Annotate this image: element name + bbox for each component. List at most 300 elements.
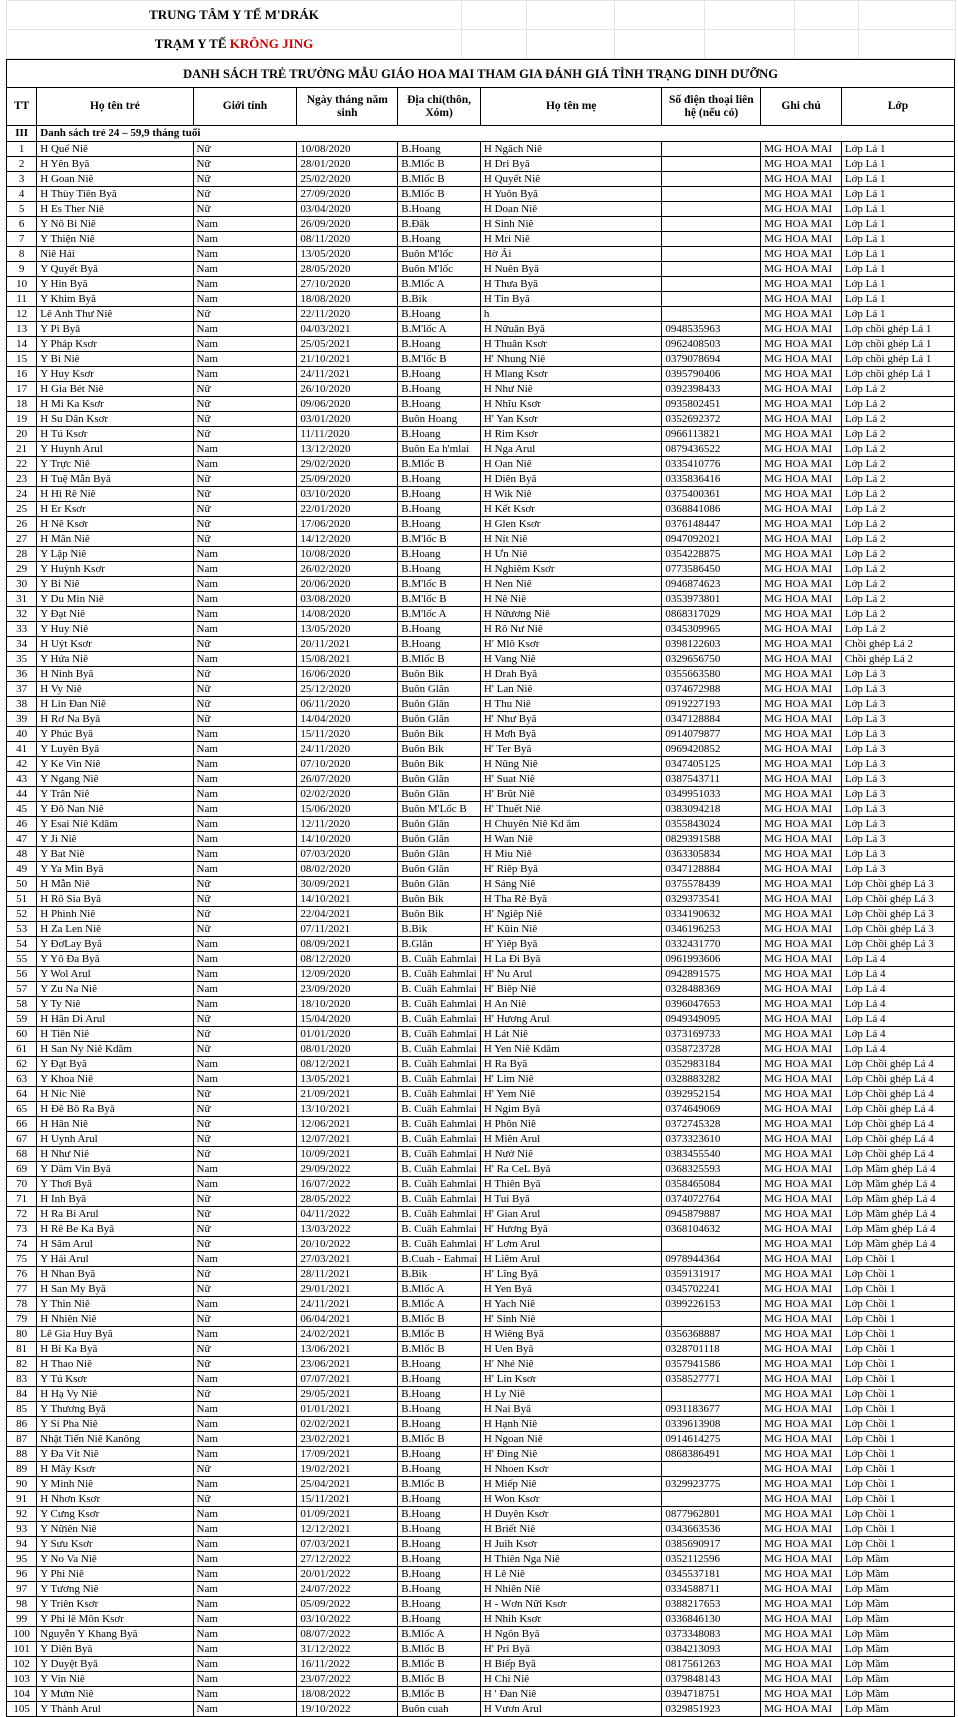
cell-phone: 0868317029 (662, 607, 761, 622)
cell-tt: 91 (7, 1492, 37, 1507)
table-row (7, 532, 955, 547)
cell-note: MG HOA MAI (761, 1042, 842, 1057)
cell-class: Lớp Chồi ghép Lá 3 (841, 937, 954, 952)
cell-gender: Nam (193, 442, 297, 457)
cell-note: MG HOA MAI (761, 292, 842, 307)
cell-address: B.Hoang (398, 562, 481, 577)
cell-tt: 103 (7, 1672, 37, 1687)
cell-dob: 25/05/2021 (297, 337, 398, 352)
cell-class: Lớp Mầm (841, 1612, 954, 1627)
cell-dob: 30/09/2021 (297, 877, 398, 892)
cell-tt: 39 (7, 712, 37, 727)
cell-note: MG HOA MAI (761, 757, 842, 772)
cell-address: B.Bik (398, 292, 481, 307)
cell-phone: 0373348083 (662, 1627, 761, 1642)
cell-dob: 23/07/2022 (297, 1672, 398, 1687)
cell-phone: 0392398433 (662, 382, 761, 397)
cell-note: MG HOA MAI (761, 337, 842, 352)
cell-mother-name: H Nữuân Byă (480, 322, 662, 337)
cell-address: B.Hoang (398, 337, 481, 352)
cell-gender: Nam (193, 1612, 297, 1627)
cell-gender: Nam (193, 742, 297, 757)
cell-class: Lớp Lá 2 (841, 412, 954, 427)
cell-dob: 20/10/2022 (297, 1237, 398, 1252)
cell-child-name: H Es Ther Niê (37, 202, 193, 217)
table-row (7, 352, 955, 367)
cell-phone (662, 247, 761, 262)
cell-phone: 0829391588 (662, 832, 761, 847)
cell-child-name: Y Bi Niê (37, 577, 193, 592)
cell-child-name: H Đê Bô Ra Byă (37, 1102, 193, 1117)
cell-mother-name: H Rim Ksơr (480, 427, 662, 442)
cell-phone (662, 1312, 761, 1327)
cell-tt: 19 (7, 412, 37, 427)
cell-mother-name: H Nưở Niê (480, 1147, 662, 1162)
cell-child-name: H Nhơn Ksơr (37, 1492, 193, 1507)
cell-class: Lớp Chồi 1 (841, 1462, 954, 1477)
cell-address: B.Mlốc B (398, 1312, 481, 1327)
cell-dob: 07/03/2020 (297, 847, 398, 862)
cell-class: Lớp Chồi 1 (841, 1522, 954, 1537)
table-row (7, 517, 955, 532)
cell-mother-name: H Miếp Niê (480, 1477, 662, 1492)
cell-address: B.Hoang (398, 1537, 481, 1552)
cell-tt: 51 (7, 892, 37, 907)
cell-phone: 0368325593 (662, 1162, 761, 1177)
cell-note: MG HOA MAI (761, 442, 842, 457)
cell-child-name: H Như Niê (37, 1147, 193, 1162)
table-row (7, 757, 955, 772)
table-row (7, 1462, 955, 1477)
cell-address: B. Cuăh Eahmlai (398, 1222, 481, 1237)
cell-mother-name: H Miu Niê (480, 847, 662, 862)
cell-address: B.Hoang (398, 397, 481, 412)
cell-note: MG HOA MAI (761, 367, 842, 382)
table-row (7, 1702, 955, 1717)
cell-tt: 16 (7, 367, 37, 382)
cell-address: Buôn Bik (398, 667, 481, 682)
cell-tt: 43 (7, 772, 37, 787)
cell-phone: 0339613908 (662, 1417, 761, 1432)
col-header-class: Lớp (841, 88, 954, 126)
cell-mother-name: H Ngôn Byă (480, 1627, 662, 1642)
cell-phone (662, 187, 761, 202)
cell-address: B.Hoang (398, 142, 481, 157)
cell-class: Lớp Lá 2 (841, 592, 954, 607)
cell-gender: Nam (193, 832, 297, 847)
cell-phone: 0877962801 (662, 1507, 761, 1522)
cell-child-name: Y Pháp Ksơr (37, 337, 193, 352)
cell-phone: 0343663536 (662, 1522, 761, 1537)
cell-class: Lớp Lá 2 (841, 502, 954, 517)
cell-dob: 07/07/2021 (297, 1372, 398, 1387)
cell-tt: 81 (7, 1342, 37, 1357)
cell-note: MG HOA MAI (761, 1672, 842, 1687)
cell-dob: 02/02/2021 (297, 1417, 398, 1432)
cell-address: B.Hoang (398, 382, 481, 397)
cell-child-name: Y Hin Byă (37, 277, 193, 292)
cell-class: Lớp Chồi 1 (841, 1357, 954, 1372)
cell-dob: 20/01/2022 (297, 1567, 398, 1582)
cell-address: B. Cuăh Eahmlai (398, 1027, 481, 1042)
cell-dob: 20/06/2020 (297, 577, 398, 592)
cell-child-name: H Rô Sia Byă (37, 892, 193, 907)
cell-child-name: H Mi Ka Ksơr (37, 397, 193, 412)
cell-address: B. Cuăh Eahmlai (398, 1072, 481, 1087)
cell-tt: 1 (7, 142, 37, 157)
cell-address: B.Mlốc B (398, 187, 481, 202)
table-row (7, 1207, 955, 1222)
cell-tt: 10 (7, 277, 37, 292)
cell-child-name: H Lin Đan Niê (37, 697, 193, 712)
empty-cell (795, 1, 859, 30)
cell-child-name: H Za Len Niê (37, 922, 193, 937)
cell-class: Lớp Lá 3 (841, 682, 954, 697)
cell-note: MG HOA MAI (761, 847, 842, 862)
cell-class: Lớp Mầm (841, 1582, 954, 1597)
cell-note: MG HOA MAI (761, 1627, 842, 1642)
cell-dob: 15/11/2020 (297, 727, 398, 742)
cell-class: Lớp Chồi ghép Lá 4 (841, 1057, 954, 1072)
cell-address: B.Hoang (398, 1357, 481, 1372)
cell-note: MG HOA MAI (761, 1012, 842, 1027)
cell-mother-name: H Dri Byă (480, 157, 662, 172)
cell-tt: 89 (7, 1462, 37, 1477)
table-row (7, 367, 955, 382)
table-row (7, 1282, 955, 1297)
cell-dob: 25/09/2020 (297, 472, 398, 487)
empty-cell (795, 30, 859, 59)
table-row (7, 637, 955, 652)
cell-phone: 0345702241 (662, 1282, 761, 1297)
cell-gender: Nam (193, 622, 297, 637)
cell-dob: 28/11/2021 (297, 1267, 398, 1282)
cell-phone: 0947092021 (662, 532, 761, 547)
cell-dob: 24/02/2021 (297, 1327, 398, 1342)
cell-address: B.Hoang (398, 427, 481, 442)
cell-tt: 83 (7, 1372, 37, 1387)
cell-gender: Nữ (193, 892, 297, 907)
table-row (7, 1522, 955, 1537)
cell-class: Lớp Lá 2 (841, 532, 954, 547)
cell-tt: 92 (7, 1507, 37, 1522)
cell-child-name: Y Luyên Byă (37, 742, 193, 757)
cell-note: MG HOA MAI (761, 1267, 842, 1282)
cell-dob: 18/10/2020 (297, 997, 398, 1012)
cell-address: B. Cuăh Eahmlai (398, 1012, 481, 1027)
cell-phone: 0914614275 (662, 1432, 761, 1447)
cell-dob: 01/01/2021 (297, 1402, 398, 1417)
cell-class: Lớp Lá 4 (841, 1042, 954, 1057)
cell-tt: 69 (7, 1162, 37, 1177)
cell-tt: 2 (7, 157, 37, 172)
cell-gender: Nam (193, 1162, 297, 1177)
cell-mother-name: H Juih Ksơr (480, 1537, 662, 1552)
cell-mother-name: H' Lim Niê (480, 1072, 662, 1087)
cell-child-name: H Tú Ksơr (37, 427, 193, 442)
cell-tt: 56 (7, 967, 37, 982)
cell-phone (662, 1462, 761, 1477)
cell-address: B.Hoang (398, 547, 481, 562)
cell-address: B.Mlốc A (398, 1297, 481, 1312)
cell-mother-name: H Thu Niê (480, 697, 662, 712)
cell-phone: 0356368887 (662, 1327, 761, 1342)
cell-dob: 01/09/2021 (297, 1507, 398, 1522)
cell-address: B.M'lốc A (398, 607, 481, 622)
cell-note: MG HOA MAI (761, 457, 842, 472)
cell-address: B.Hoang (398, 232, 481, 247)
cell-dob: 14/12/2020 (297, 532, 398, 547)
cell-mother-name: H Liêm Arul (480, 1252, 662, 1267)
cell-class: Lớp Lá 3 (841, 757, 954, 772)
cell-note: MG HOA MAI (761, 1642, 842, 1657)
cell-class: Lớp Lá 4 (841, 1027, 954, 1042)
cell-tt: 24 (7, 487, 37, 502)
cell-mother-name: H Wiêng Byă (480, 1327, 662, 1342)
cell-phone: 0383094218 (662, 802, 761, 817)
cell-mother-name: H' Yiêp Byă (480, 937, 662, 952)
cell-phone: 0328701118 (662, 1342, 761, 1357)
cell-child-name: Y Huynh Arul (37, 442, 193, 457)
cell-address: B. Cuăh Eahmlai (398, 1117, 481, 1132)
cell-phone: 0329851923 (662, 1702, 761, 1717)
cell-phone: 0962408503 (662, 337, 761, 352)
cell-gender: Nữ (193, 1357, 297, 1372)
cell-child-name: H Mẫn Niê (37, 877, 193, 892)
cell-class: Lớp Chồi 1 (841, 1417, 954, 1432)
cell-tt: 62 (7, 1057, 37, 1072)
cell-phone: 0372745328 (662, 1117, 761, 1132)
cell-phone: 0349951033 (662, 787, 761, 802)
table-row (7, 1372, 955, 1387)
cell-dob: 14/10/2020 (297, 832, 398, 847)
cell-note: MG HOA MAI (761, 742, 842, 757)
table-row (7, 742, 955, 757)
cell-note: MG HOA MAI (761, 877, 842, 892)
cell-class: Lớp Mầm (841, 1687, 954, 1702)
cell-dob: 08/01/2020 (297, 1042, 398, 1057)
cell-address: B.Mlốc B (398, 457, 481, 472)
cell-child-name: H Tiên Niê (37, 1027, 193, 1042)
cell-note: MG HOA MAI (761, 1537, 842, 1552)
cell-phone: 0352112596 (662, 1552, 761, 1567)
table-row (7, 1312, 955, 1327)
cell-tt: 55 (7, 952, 37, 967)
table-row (7, 487, 955, 502)
cell-dob: 12/09/2020 (297, 967, 398, 982)
cell-gender: Nữ (193, 1342, 297, 1357)
cell-phone (662, 1492, 761, 1507)
cell-address: B.Mlốc B (398, 1672, 481, 1687)
cell-dob: 15/11/2021 (297, 1492, 398, 1507)
cell-mother-name: H' Ra CeL Byă (480, 1162, 662, 1177)
cell-class: Lớp Lá 1 (841, 142, 954, 157)
cell-note: MG HOA MAI (761, 1237, 842, 1252)
cell-phone: 0966113821 (662, 427, 761, 442)
cell-note: MG HOA MAI (761, 382, 842, 397)
cell-note: MG HOA MAI (761, 1492, 842, 1507)
cell-child-name: H Nê Ksơr (37, 517, 193, 532)
cell-tt: 26 (7, 517, 37, 532)
cell-address: Buôn Glăn (398, 712, 481, 727)
cell-address: B.Hoang (398, 1447, 481, 1462)
cell-phone: 0914079877 (662, 727, 761, 742)
table-row (7, 877, 955, 892)
table-row (7, 997, 955, 1012)
col-header-mother-name: Họ tên mẹ (480, 88, 662, 126)
cell-mother-name: H Drah Byă (480, 667, 662, 682)
cell-child-name: H Yên Byă (37, 157, 193, 172)
cell-child-name: Y Bi Niê (37, 352, 193, 367)
cell-address: Buôn Glăn (398, 877, 481, 892)
table-row (7, 1432, 955, 1447)
cell-class: Lớp Chồi ghép Lá 3 (841, 907, 954, 922)
cell-address: B. Cuăh Eahmlai (398, 952, 481, 967)
cell-gender: Nữ (193, 427, 297, 442)
cell-address: B.M'lốc A (398, 322, 481, 337)
cell-dob: 24/11/2021 (297, 367, 398, 382)
cell-dob: 21/10/2021 (297, 352, 398, 367)
cell-phone: 0383455540 (662, 1147, 761, 1162)
cell-dob: 08/07/2022 (297, 1627, 398, 1642)
cell-gender: Nam (193, 1687, 297, 1702)
cell-phone (662, 232, 761, 247)
cell-gender: Nam (193, 547, 297, 562)
cell-phone: 0387543711 (662, 772, 761, 787)
cell-dob: 10/08/2020 (297, 547, 398, 562)
cell-phone (662, 202, 761, 217)
cell-gender: Nữ (193, 907, 297, 922)
cell-tt: 28 (7, 547, 37, 562)
cell-mother-name: H Nghiêm Ksơr (480, 562, 662, 577)
cell-child-name: Lê Gia Huy Byă (37, 1327, 193, 1342)
cell-child-name: H Mây Ksơr (37, 1462, 193, 1477)
cell-dob: 12/12/2021 (297, 1522, 398, 1537)
cell-gender: Nam (193, 577, 297, 592)
cell-class: Lớp Lá 2 (841, 397, 954, 412)
cell-note: MG HOA MAI (761, 562, 842, 577)
cell-phone: 0879436522 (662, 442, 761, 457)
cell-class: Lớp chồi ghép Lá 1 (841, 322, 954, 337)
cell-phone (662, 1387, 761, 1402)
cell-phone: 0398122603 (662, 637, 761, 652)
cell-phone: 0359131917 (662, 1267, 761, 1282)
cell-child-name: H Hi Rê Niê (37, 487, 193, 502)
cell-mother-name: H' Nhé Niê (480, 1357, 662, 1372)
cell-dob: 27/09/2020 (297, 187, 398, 202)
cell-tt: 105 (7, 1702, 37, 1717)
cell-mother-name: H An Niê (480, 997, 662, 1012)
table-row (7, 1237, 955, 1252)
cell-mother-name: H' Kũin Niê (480, 922, 662, 937)
cell-address: B.Hoang (398, 1462, 481, 1477)
cell-note: MG HOA MAI (761, 787, 842, 802)
cell-class: Lớp Lá 3 (841, 667, 954, 682)
cell-gender: Nam (193, 772, 297, 787)
cell-note: MG HOA MAI (761, 352, 842, 367)
cell-gender: Nam (193, 1072, 297, 1087)
cell-tt: 17 (7, 382, 37, 397)
empty-cell (527, 1, 615, 30)
cell-tt: 48 (7, 847, 37, 862)
cell-gender: Nữ (193, 667, 297, 682)
cell-class: Lớp Lá 1 (841, 232, 954, 247)
table-row (7, 1102, 955, 1117)
cell-dob: 06/11/2020 (297, 697, 398, 712)
cell-dob: 27/03/2021 (297, 1252, 398, 1267)
cell-child-name: Y Wol Arul (37, 967, 193, 982)
cell-class: Lớp Chồi 1 (841, 1327, 954, 1342)
cell-class: Lớp Mầm (841, 1627, 954, 1642)
cell-mother-name: H La Đi Byă (480, 952, 662, 967)
cell-phone: 0948535963 (662, 322, 761, 337)
cell-tt: 75 (7, 1252, 37, 1267)
cell-address: B. Cuăh Eahmlai (398, 1042, 481, 1057)
cell-dob: 23/09/2020 (297, 982, 398, 997)
cell-dob: 07/11/2021 (297, 922, 398, 937)
cell-mother-name: H' Nu Arul (480, 967, 662, 982)
cell-tt: 30 (7, 577, 37, 592)
cell-class: Lớp Chồi 1 (841, 1342, 954, 1357)
table-row (7, 967, 955, 982)
cell-address: B.Mlốc B (398, 1342, 481, 1357)
table-row (7, 982, 955, 997)
cell-tt: 54 (7, 937, 37, 952)
cell-child-name: H Thùy Tiên Byă (37, 187, 193, 202)
cell-class: Chồi ghép Lá 2 (841, 652, 954, 667)
cell-child-name: H Su Dân Ksơr (37, 412, 193, 427)
cell-gender: Nữ (193, 1192, 297, 1207)
cell-gender: Nam (193, 1567, 297, 1582)
cell-mother-name: H Nê Niê (480, 592, 662, 607)
cell-mother-name: H Briết Niê (480, 1522, 662, 1537)
cell-child-name: H Bi Ka Byă (37, 1342, 193, 1357)
cell-phone: 0334190632 (662, 907, 761, 922)
cell-dob: 06/04/2021 (297, 1312, 398, 1327)
cell-tt: 80 (7, 1327, 37, 1342)
cell-gender: Nam (193, 1657, 297, 1672)
cell-note: MG HOA MAI (761, 277, 842, 292)
cell-mother-name: H Tha Rê Byă (480, 892, 662, 907)
table-row (7, 1177, 955, 1192)
cell-class: Lớp Chồi 1 (841, 1507, 954, 1522)
cell-dob: 13/05/2021 (297, 1072, 398, 1087)
cell-class: Lớp Chồi ghép Lá 3 (841, 922, 954, 937)
cell-mother-name: H Tui Byă (480, 1192, 662, 1207)
cell-phone: 0375578439 (662, 877, 761, 892)
table-row (7, 217, 955, 232)
cell-mother-name: H Nữương Niê (480, 607, 662, 622)
cell-child-name: Y Yô Đa Byă (37, 952, 193, 967)
cell-note: MG HOA MAI (761, 262, 842, 277)
cell-gender: Nữ (193, 307, 297, 322)
cell-address: Buôn Glăn (398, 682, 481, 697)
cell-address: B.Mlốc A (398, 1627, 481, 1642)
cell-class: Lớp Mầm (841, 1642, 954, 1657)
cell-gender: Nữ (193, 412, 297, 427)
col-header-note: Ghi chú (761, 88, 842, 126)
cell-mother-name: H' Lin Ksơr (480, 1372, 662, 1387)
cell-dob: 17/06/2020 (297, 517, 398, 532)
cell-phone: 0373169733 (662, 1027, 761, 1042)
cell-class: Lớp Mầm (841, 1702, 954, 1717)
cell-gender: Nam (193, 1672, 297, 1687)
table-row (7, 832, 955, 847)
cell-tt: 104 (7, 1687, 37, 1702)
cell-address: B.M'lốc B (398, 592, 481, 607)
cell-child-name: H San My Byă (37, 1282, 193, 1297)
table-row (7, 1072, 955, 1087)
